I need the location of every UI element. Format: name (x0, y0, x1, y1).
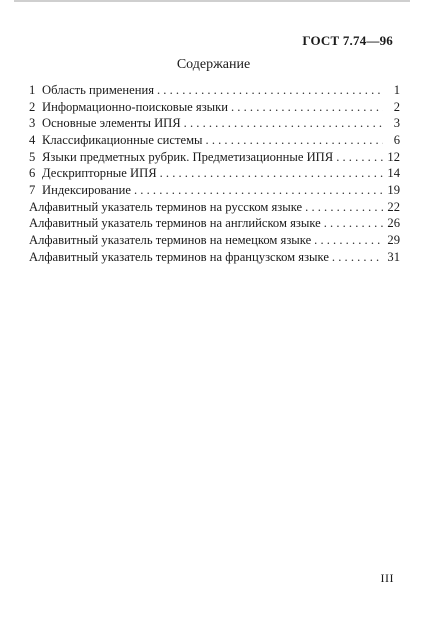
toc-entry-page: 2 (393, 99, 400, 114)
toc-entry-number: 7 (29, 183, 36, 198)
toc-entry-page: 22 (387, 199, 400, 214)
toc-entry-label: Основные элементы ИПЯ (42, 116, 181, 131)
toc-entry-number: 1 (29, 82, 36, 97)
toc-entry-label: Дескрипторные ИПЯ (42, 166, 157, 181)
toc-entry-page: 31 (387, 249, 400, 264)
standard-code: ГОСТ 7.74—96 (302, 33, 393, 48)
toc-entry-label: Индексирование (42, 183, 131, 198)
toc-leader-dots (324, 215, 383, 232)
toc-entry-number: 6 (29, 166, 36, 181)
toc-entry[interactable] (29, 232, 400, 249)
toc-entry-label: Алфавитный указатель терминов на английском языке (29, 216, 321, 231)
toc-entry[interactable] (29, 99, 400, 116)
toc-entry-label: Языки предметных рубрик. Предметизационные ИПЯ (42, 149, 334, 164)
toc-leader-dots (134, 182, 383, 199)
toc-entry-label: Алфавитный указатель терминов на французском языке (29, 249, 329, 264)
toc-entry[interactable] (29, 165, 400, 182)
toc-leader-dots (305, 199, 383, 216)
toc-entry[interactable] (29, 115, 400, 132)
toc-entry-number: 2 (29, 99, 36, 114)
toc-entry[interactable] (29, 132, 400, 149)
toc-entry-page: 12 (387, 149, 400, 164)
toc-entry-page: 26 (387, 216, 400, 231)
toc-entry[interactable] (29, 82, 400, 99)
table-of-contents (29, 82, 400, 266)
page-number: III (380, 571, 394, 585)
toc-entry[interactable] (29, 149, 400, 166)
toc-leader-dots (332, 249, 383, 266)
toc-leader-dots (184, 115, 383, 132)
toc-entry-page: 1 (393, 82, 400, 97)
toc-leader-dots (206, 132, 383, 149)
toc-entry[interactable] (29, 182, 400, 199)
toc-entry-label: Алфавитный указатель терминов на русском языке (29, 199, 303, 214)
toc-entry-number: 4 (29, 133, 36, 148)
top-scan-edge (14, 0, 410, 2)
toc-entry-page: 6 (393, 133, 400, 148)
toc-entry-page: 29 (387, 233, 400, 248)
toc-leader-dots (157, 82, 383, 99)
toc-title: Содержание (176, 57, 251, 72)
toc-entry-label: Классификационные системы (42, 133, 203, 148)
toc-entry-page: 3 (393, 116, 400, 131)
toc-entry-number: 5 (29, 149, 36, 164)
toc-leader-dots (314, 232, 383, 249)
toc-entry-label: Информационно-поисковые языки (42, 99, 228, 114)
toc-entry-label: Область применения (42, 82, 154, 97)
toc-leader-dots (231, 99, 383, 116)
toc-entry[interactable] (29, 199, 400, 216)
toc-entry-number: 3 (29, 116, 36, 131)
toc-entry-page: 14 (387, 166, 400, 181)
toc-leader-dots (160, 165, 383, 182)
toc-entry-label: Алфавитный указатель терминов на немецком языке (29, 233, 312, 248)
toc-entry-page: 19 (387, 183, 400, 198)
toc-entry[interactable] (29, 216, 400, 233)
toc-entry[interactable] (29, 249, 400, 266)
toc-leader-dots (336, 149, 383, 166)
